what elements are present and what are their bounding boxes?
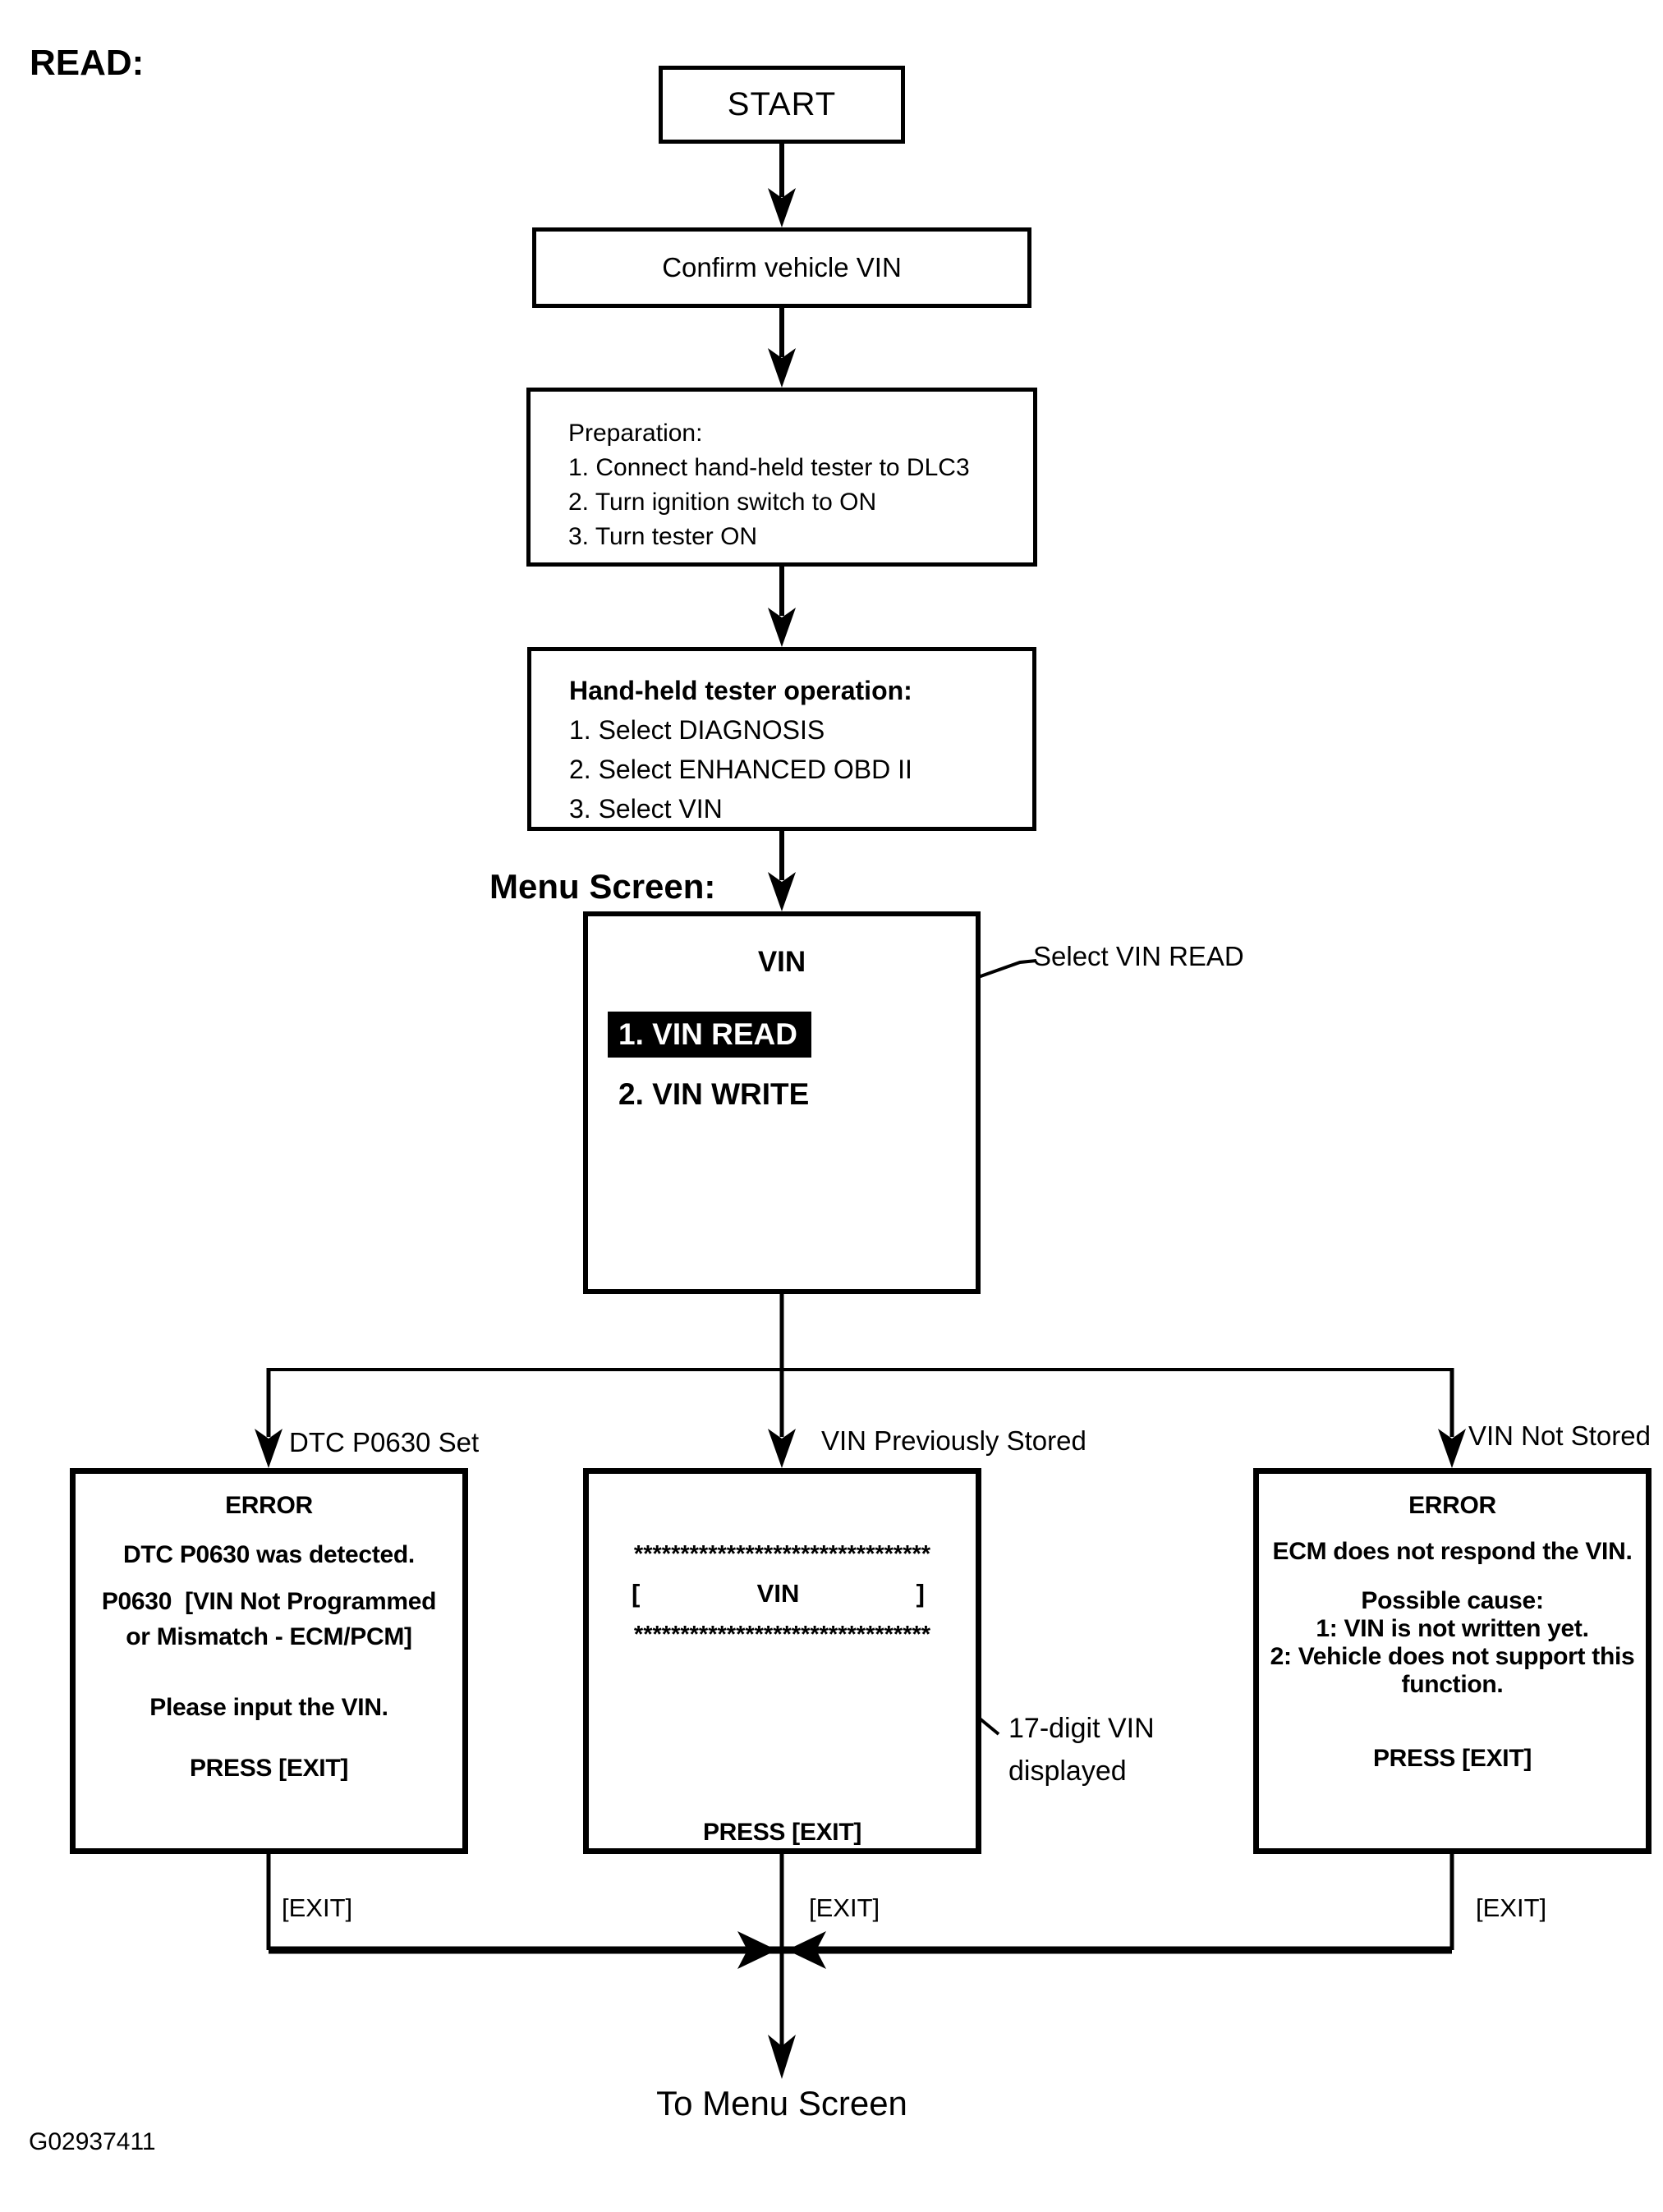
node-error-dtc-p0630 <box>70 1468 468 1854</box>
not-stored-line-5: function. <box>1401 1671 1504 1698</box>
vin-bracket-close: ] <box>916 1579 925 1608</box>
branch-label-vin-not-stored: VIN Not Stored <box>1468 1420 1651 1451</box>
tester-step-3: 3. Select VIN <box>569 794 723 824</box>
preparation-step-1: 1. Connect hand-held tester to DLC3 <box>568 454 970 481</box>
figure-id: G02937411 <box>29 2128 156 2155</box>
page-title: READ: <box>30 43 145 83</box>
dtc-error-line-3: or Mismatch - ECM/PCM] <box>126 1623 412 1650</box>
vin-display-stars-bottom: ******************************** <box>633 1622 931 1648</box>
tester-step-2: 2. Select ENHANCED OBD II <box>569 755 912 784</box>
not-stored-line-2: Possible cause: <box>1361 1587 1544 1614</box>
start-label: START <box>727 86 837 122</box>
node-confirm-vin <box>532 227 1031 308</box>
dtc-error-line-1: DTC P0630 was detected. <box>123 1541 415 1568</box>
dtc-error-line-4: Please input the VIN. <box>149 1694 388 1721</box>
dtc-press-exit: PRESS [EXIT] <box>189 1755 349 1782</box>
dtc-error-title: ERROR <box>225 1492 313 1519</box>
preparation-title: Preparation: <box>568 420 703 447</box>
exit-label-left: [EXIT] <box>282 1893 353 1922</box>
vin-display-label: VIN <box>756 1579 800 1608</box>
node-preparation <box>526 388 1037 567</box>
vin-bracket-open: [ <box>632 1579 641 1608</box>
callout-17-digit-vin-line-2: displayed <box>1008 1755 1127 1787</box>
node-tester-operation <box>527 647 1036 831</box>
vin-display-row <box>632 1579 925 1609</box>
callout-select-vin-read: Select VIN READ <box>1033 941 1244 971</box>
tester-operation-title: Hand-held tester operation: <box>569 676 912 705</box>
not-stored-line-4: 2: Vehicle does not support this <box>1270 1643 1635 1670</box>
confirm-vin-label: Confirm vehicle VIN <box>662 252 902 282</box>
not-stored-press-exit: PRESS [EXIT] <box>1372 1745 1532 1772</box>
branch-label-dtc-p0630-set: DTC P0630 Set <box>289 1427 480 1457</box>
preparation-step-3: 3. Turn tester ON <box>568 523 758 550</box>
node-start <box>659 66 905 144</box>
callout-17-digit-vin-line-1: 17-digit VIN <box>1008 1713 1155 1744</box>
to-menu-screen-label: To Menu Screen <box>656 2084 907 2123</box>
vin-display-press-exit: PRESS [EXIT] <box>702 1819 862 1846</box>
not-stored-line-3: 1: VIN is not written yet. <box>1316 1615 1589 1642</box>
branch-label-vin-previously-stored: VIN Previously Stored <box>821 1425 1086 1456</box>
node-vin-display <box>583 1468 981 1854</box>
menu-title: VIN <box>757 946 806 978</box>
menu-screen-label: Menu Screen: <box>489 867 716 906</box>
not-stored-line-1: ECM does not respond the VIN. <box>1272 1538 1633 1565</box>
vin-display-stars-top: ******************************** <box>633 1541 931 1567</box>
exit-label-middle: [EXIT] <box>809 1893 880 1922</box>
menu-item-vin-read: 1. VIN READ <box>608 1012 811 1058</box>
exit-label-right: [EXIT] <box>1476 1893 1547 1922</box>
dtc-error-line-2: P0630 [VIN Not Programmed <box>101 1588 437 1615</box>
not-stored-error-title: ERROR <box>1408 1492 1496 1519</box>
tester-step-1: 1. Select DIAGNOSIS <box>569 715 825 745</box>
node-error-vin-not-stored <box>1253 1468 1652 1854</box>
menu-item-vin-write: 2. VIN WRITE <box>618 1077 810 1111</box>
preparation-step-2: 2. Turn ignition switch to ON <box>568 489 877 516</box>
